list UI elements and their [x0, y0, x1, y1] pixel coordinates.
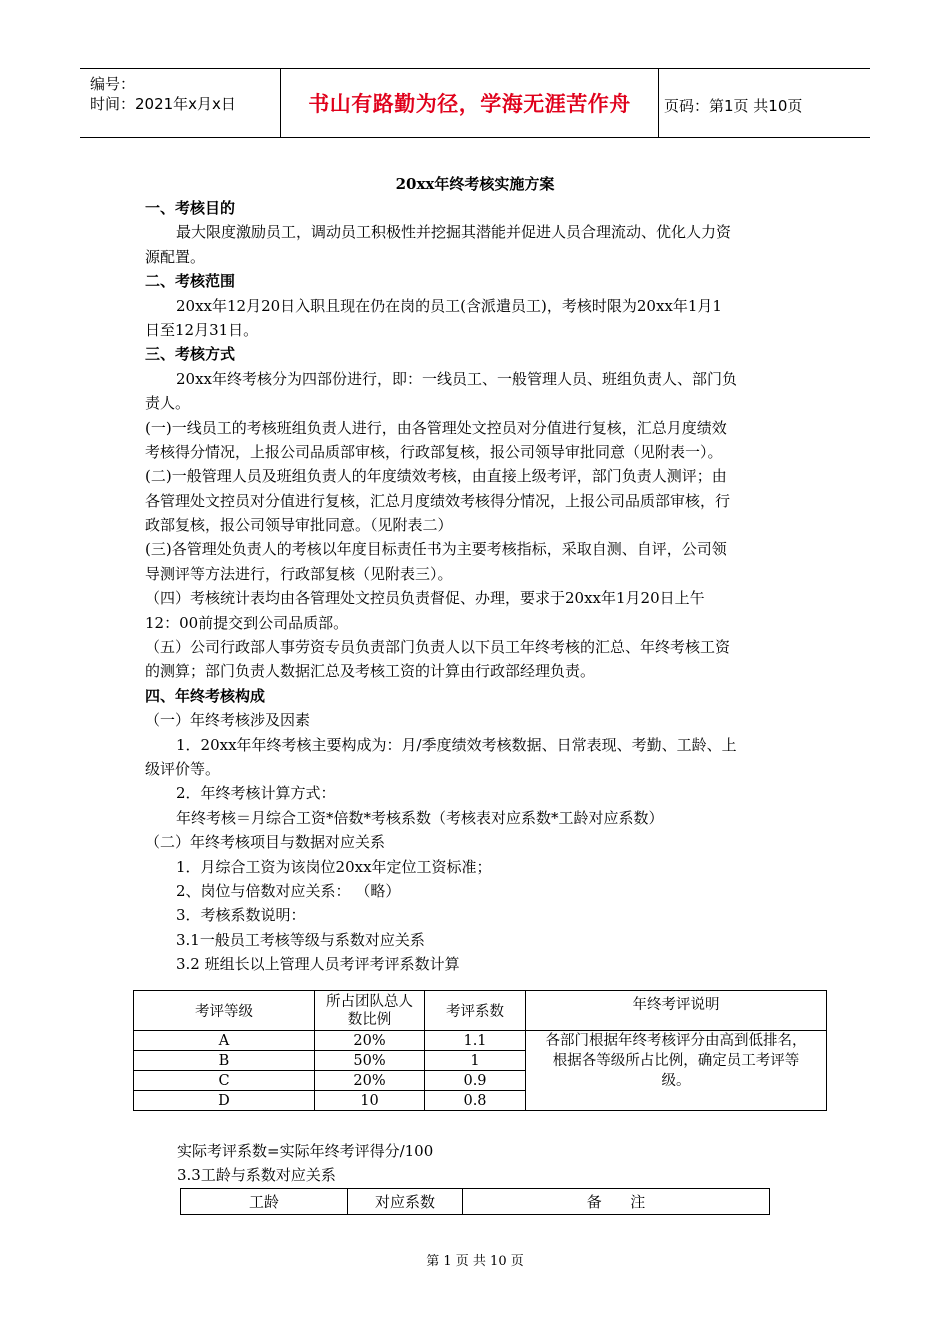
paragraph-line: 12：00前提交到公司品质部。 — [145, 613, 349, 632]
paragraph-line: 20xx年终考核分为四部份进行，即：一线员工、一般管理人员、班组负责人、部门负 — [176, 369, 738, 388]
page-header — [80, 68, 870, 138]
document-body — [145, 172, 805, 977]
table-header-cell: 考评系数 — [425, 991, 526, 1031]
paragraph-line: 3.1一般员工考核等级与系数对应关系 — [176, 930, 425, 949]
doc-number-label: 编号： — [90, 75, 136, 93]
table-cell: 0.8 — [425, 1091, 526, 1111]
table-cell: D — [134, 1091, 315, 1111]
table-cell: 50% — [315, 1051, 425, 1071]
paragraph-line: (二)一般管理人员及班组负责人的年度绩效考核，由直接上级考评，部门负责人测评；由 — [145, 467, 727, 486]
table-cell: 0.9 — [425, 1071, 526, 1091]
section-heading: 三、考核方式 — [145, 345, 236, 364]
paragraph-line: 导测评等方法进行，行政部复核（见附表三）。 — [145, 564, 453, 583]
paragraph-line: 3.2 班组长以上管理人员考评考评系数计算 — [176, 955, 460, 974]
table-header-cell: 对应系数 — [348, 1189, 463, 1215]
table-header-row — [134, 991, 827, 1031]
section-heading: 一、考核目的 — [145, 199, 236, 217]
grade-coefficient-table — [133, 990, 827, 1111]
paragraph-line: （四）考核统计表均由各管理处文控员负责督促、办理，要求于20xx年1月20日上午 — [145, 589, 705, 608]
header-meta — [80, 69, 280, 137]
paragraph-line: 责人。 — [145, 394, 191, 413]
table-cell: B — [134, 1051, 315, 1071]
subsection-heading: （一）年终考核涉及因素 — [145, 711, 311, 730]
doc-time-label: 时间：2021年x月x日 — [90, 95, 236, 113]
paragraph-line: 3.3工龄与系数对应关系 — [177, 1166, 336, 1184]
paragraph-line: 1．20xx年年终考核主要构成为：月/季度绩效考核数据、日常表现、考勤、工龄、上 — [176, 735, 737, 754]
table-header-cell: 备 注 — [463, 1189, 770, 1215]
paragraph-line: （五）公司行政部人事劳资专员负责部门负责人以下员工年终考核的汇总、年终考核工资 — [145, 638, 731, 657]
paragraph-line: 3．考核系数说明： — [176, 906, 306, 925]
paragraph-line: 各管理处文控员对分值进行复核，汇总月度绩效考核得分情况，上报公司品质部审核，行 — [145, 491, 731, 510]
table-header-cell: 所占团队总人数比例 — [315, 991, 425, 1031]
paragraph-line: 20xx年12月20日入职且现在仍在岗的员工(含派遣员工)，考核时限为20xx年1月1 — [176, 296, 722, 315]
paragraph-line: (三)各管理处负责人的考核以年度目标责任书为主要考核指标，采取自测、自评，公司领 — [145, 540, 727, 559]
doc-title: 20xx年终考核实施方案 — [395, 175, 555, 193]
table-cell: 20% — [315, 1031, 425, 1051]
paragraph-line: 实际考评系数=实际年终考评得分/100 — [177, 1142, 434, 1160]
table-cell: C — [134, 1071, 315, 1091]
paragraph-line: 日至12月31日。 — [145, 320, 259, 339]
section-heading: 二、考核范围 — [145, 272, 236, 291]
table-header-cell: 工龄 — [181, 1189, 348, 1215]
table-row — [134, 1031, 827, 1051]
table-header-cell: 考评等级 — [134, 991, 315, 1031]
paragraph-line: 2．年终考核计算方式： — [176, 784, 336, 803]
page-footer: 第 1 页 共 10 页 — [426, 1254, 524, 1269]
table-cell: 1.1 — [425, 1031, 526, 1051]
table-note-cell: 各部门根据年终考核评分由高到低排名，根据各等级所占比例，确定员工考评等级。 — [526, 1031, 827, 1111]
paragraph-line: 的测算；部门负责人数据汇总及考核工资的计算由行政部经理负责。 — [145, 662, 596, 681]
paragraph-line: 1．月综合工资为该岗位20xx年定位工资标准； — [176, 857, 492, 876]
section-heading: 四、年终考核构成 — [145, 686, 266, 705]
table-cell: A — [134, 1031, 315, 1051]
paragraph-line: 2、岗位与倍数对应关系： （略） — [176, 881, 401, 900]
paragraph-line: 级评价等。 — [145, 759, 221, 778]
table-header-cell: 年终考评说明 — [526, 991, 827, 1031]
seniority-coefficient-table — [180, 1188, 770, 1215]
paragraph-line: (一)一线员工的考核班组负责人进行，由各管理处文控员对分值进行复核，汇总月度绩效 — [145, 418, 727, 437]
subsection-heading: （二）年终考核项目与数据对应关系 — [145, 833, 386, 852]
header-page-info: 页码：第1页 共10页 — [664, 97, 803, 115]
paragraph-line: 源配置。 — [145, 247, 206, 266]
paragraph-line: 政部复核，报公司领导审批同意。（见附表二） — [145, 516, 453, 535]
paragraph-line: 最大限度激励员工，调动员工积极性并挖掘其潜能并促进人员合理流动、优化人力资 — [176, 223, 732, 242]
header-slogan: 书山有路勤为径，学海无涯苦作舟 — [280, 69, 659, 137]
paragraph-line: 考核得分情况，上报公司品质部审核，行政部复核，报公司领导审批同意（见附表一）。 — [145, 442, 723, 461]
table-cell: 1 — [425, 1051, 526, 1071]
table-cell: 20% — [315, 1071, 425, 1091]
table-cell: 10 — [315, 1091, 425, 1111]
formula-line: 年终考核＝月综合工资*倍数*考核系数（考核表对应系数*工龄对应系数） — [176, 808, 664, 827]
table-header-row — [181, 1189, 770, 1215]
